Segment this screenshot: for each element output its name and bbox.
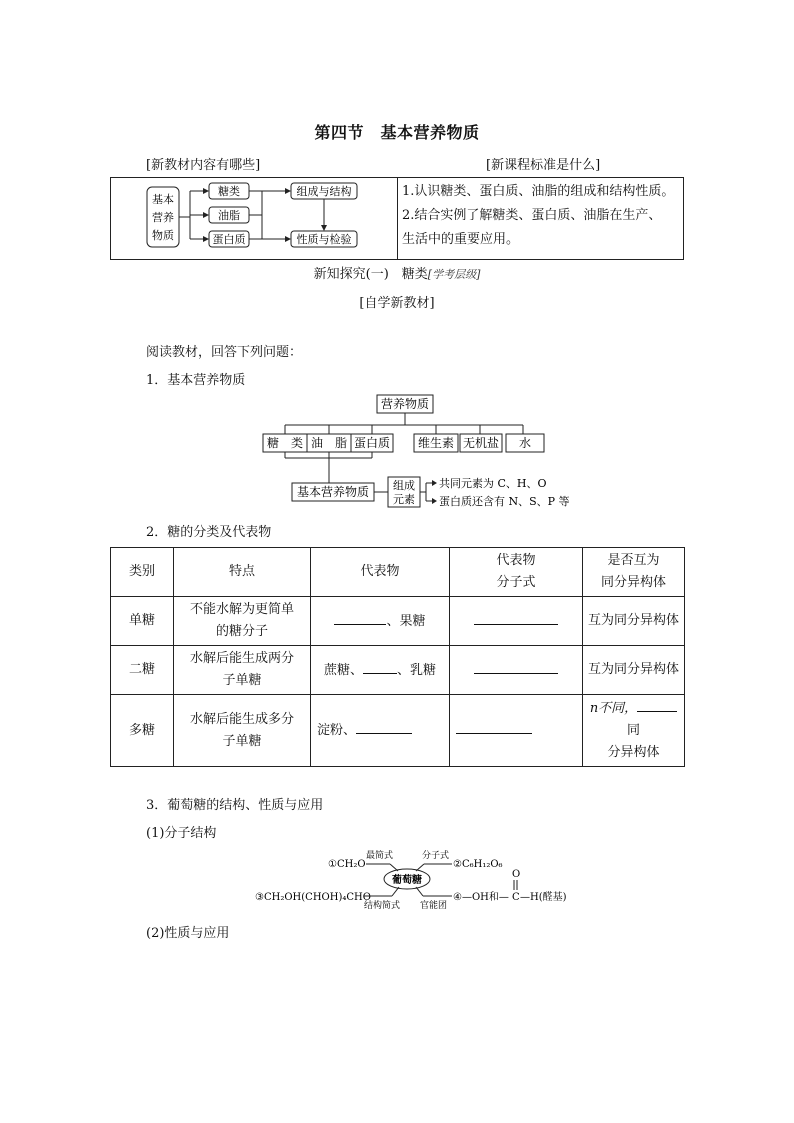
cell-rep bbox=[311, 695, 450, 767]
nutrition-child-mineral-label: 无机盐 bbox=[462, 436, 500, 450]
blank-field[interactable] bbox=[363, 659, 397, 674]
nutrition-basic-label: 基本营养物质 bbox=[296, 485, 370, 499]
table-header-row bbox=[111, 548, 685, 597]
cell-formula bbox=[450, 597, 583, 646]
explore-title: 新知探究(一) 糖类 bbox=[313, 267, 428, 282]
cell-feature bbox=[174, 695, 311, 767]
blank-field[interactable] bbox=[474, 659, 558, 674]
q2-title: 2．糖的分类及代表物 bbox=[146, 525, 272, 540]
q1-title: 1．基本营养物质 bbox=[146, 373, 246, 388]
nutrition-top-label: 营养物质 bbox=[380, 397, 430, 411]
cell-feature bbox=[174, 646, 311, 695]
cell-isomer-suffix: 同 bbox=[626, 723, 640, 738]
cell-feature-line2: 子单糖 bbox=[222, 673, 262, 688]
cell-formula bbox=[450, 646, 583, 695]
new-standard-header: [新课程标准是什么] bbox=[486, 158, 601, 173]
glucose-formula-label: 分子式 bbox=[422, 851, 450, 861]
q3-sub1: (1)分子结构 bbox=[146, 826, 217, 841]
glucose-diagram bbox=[250, 842, 580, 912]
nutrition-child-water-label: 水 bbox=[518, 436, 532, 450]
header-feature: 特点 bbox=[174, 548, 311, 597]
concept-item-fat-label: 油脂 bbox=[218, 209, 240, 222]
nutrition-child-sugar-label: 糖 类 bbox=[266, 436, 304, 450]
cell-isomer: 互为同分异构体 bbox=[583, 597, 685, 646]
cell-rep-prefix: 蔗糖、 bbox=[323, 662, 363, 678]
header-formula-line1: 代表物 bbox=[496, 553, 536, 568]
page-title: 第四节 基本营养物质 bbox=[314, 123, 480, 142]
concept-item-sugar-label: 糖类 bbox=[218, 185, 240, 198]
self-study-heading: [自学新教材] bbox=[359, 296, 435, 311]
concept-root-line2: 营养 bbox=[152, 211, 174, 224]
sugar-table bbox=[110, 547, 685, 767]
nutrition-note-1: 共同元素为 C、H、O bbox=[439, 477, 547, 490]
standards-text bbox=[402, 180, 682, 252]
nutrition-note-2: 蛋白质还含有 N、S、P 等 bbox=[439, 495, 570, 508]
explore-level-tag: [学考层级] bbox=[427, 268, 481, 281]
header-formula-line2: 分子式 bbox=[496, 575, 536, 590]
nutrition-diagram bbox=[250, 392, 570, 512]
nutrition-child-protein-label: 蛋白质 bbox=[353, 436, 391, 450]
concept-root-line1: 基本 bbox=[152, 193, 174, 206]
new-content-header: [新教材内容有哪些] bbox=[146, 158, 261, 173]
cell-feature bbox=[174, 597, 311, 646]
concept-target-property-label: 性质与检验 bbox=[296, 233, 352, 246]
glucose-simplest-label: 最简式 bbox=[366, 851, 394, 861]
cell-type: 二糖 bbox=[111, 646, 174, 695]
blank-field[interactable] bbox=[456, 719, 532, 734]
glucose-group-label: 官能团 bbox=[420, 901, 448, 911]
glucose-group-carbon: C bbox=[512, 892, 520, 903]
cell-rep bbox=[311, 597, 450, 646]
cell-isomer: 互为同分异构体 bbox=[583, 646, 685, 695]
header-isomer-line1: 是否互为 bbox=[607, 553, 660, 568]
cell-feature-line2: 子单糖 bbox=[222, 733, 262, 749]
glucose-simplest: ①CH₂O bbox=[328, 859, 366, 870]
cell-type: 单糖 bbox=[111, 597, 174, 646]
blank-field[interactable] bbox=[334, 610, 386, 625]
cell-rep-prefix: 淀粉、 bbox=[317, 723, 357, 738]
header-isomer bbox=[583, 548, 685, 597]
glucose-struct-label: 结构简式 bbox=[364, 901, 401, 911]
nutrition-child-fat-label: 油 脂 bbox=[310, 436, 348, 450]
nutrition-child-vitamin-label: 维生素 bbox=[417, 436, 455, 450]
blank-field[interactable] bbox=[356, 719, 412, 734]
concept-root-line3: 物质 bbox=[152, 229, 174, 242]
cell-isomer-line1 bbox=[587, 697, 680, 742]
intro-text: 阅读教材，回答下列问题： bbox=[146, 345, 303, 360]
cell-type: 多糖 bbox=[111, 695, 174, 767]
cell-isomer-line2: 分异构体 bbox=[607, 745, 660, 760]
concept-map bbox=[110, 177, 400, 260]
cell-isomer bbox=[583, 695, 685, 767]
glucose-struct: ③CH₂OH(CHOH)₄CHO bbox=[255, 892, 371, 903]
nutrition-elements-line2: 元素 bbox=[393, 493, 415, 506]
cell-feature-line2: 的糖分子 bbox=[215, 624, 268, 639]
nutrition-elements-line1: 组成 bbox=[393, 479, 415, 492]
q3-title: 3．葡萄糖的结构、性质与应用 bbox=[146, 798, 324, 813]
header-formula bbox=[450, 548, 583, 597]
glucose-formula: ②C₆H₁₂O₆ bbox=[453, 859, 503, 870]
glucose-group-prefix: ④—OH和— bbox=[453, 892, 509, 903]
explore-heading bbox=[0, 263, 794, 282]
cell-feature-line1: 水解后能生成多分 bbox=[189, 711, 294, 727]
cell-rep-text: 、果糖 bbox=[386, 613, 426, 629]
cell-rep-text: 、乳糖 bbox=[397, 662, 437, 678]
header-isomer-line2: 同分异构体 bbox=[600, 575, 666, 590]
cell-isomer-prefix: n不同， bbox=[589, 701, 638, 716]
q3-sub2: (2)性质与应用 bbox=[146, 926, 230, 941]
cell-rep bbox=[311, 646, 450, 695]
table-row bbox=[111, 695, 685, 767]
cell-feature-line1: 不能水解为更简单 bbox=[189, 602, 294, 617]
header-rep: 代表物 bbox=[311, 548, 450, 597]
glucose-group-suffix: —H(醛基) bbox=[520, 892, 567, 903]
header-type: 类别 bbox=[111, 548, 174, 597]
table-row bbox=[111, 597, 685, 646]
glucose-group-oxygen: O bbox=[512, 869, 521, 880]
concept-item-protein-label: 蛋白质 bbox=[212, 233, 246, 246]
standard-line-2: 2.结合实例了解糖类、蛋白质、油脂在生产、 bbox=[402, 208, 662, 223]
standard-line-1: 1.认识糖类、蛋白质、油脂的组成和结构性质。 bbox=[402, 184, 675, 199]
blank-field[interactable] bbox=[637, 697, 677, 712]
table-row bbox=[111, 646, 685, 695]
glucose-center-label: 葡萄糖 bbox=[392, 875, 422, 886]
cell-feature-line1: 水解后能生成两分 bbox=[189, 651, 294, 666]
cell-formula bbox=[450, 695, 583, 767]
standard-line-3: 生活中的重要应用。 bbox=[402, 232, 520, 247]
concept-target-structure-label: 组成与结构 bbox=[296, 185, 352, 198]
blank-field[interactable] bbox=[474, 610, 558, 625]
